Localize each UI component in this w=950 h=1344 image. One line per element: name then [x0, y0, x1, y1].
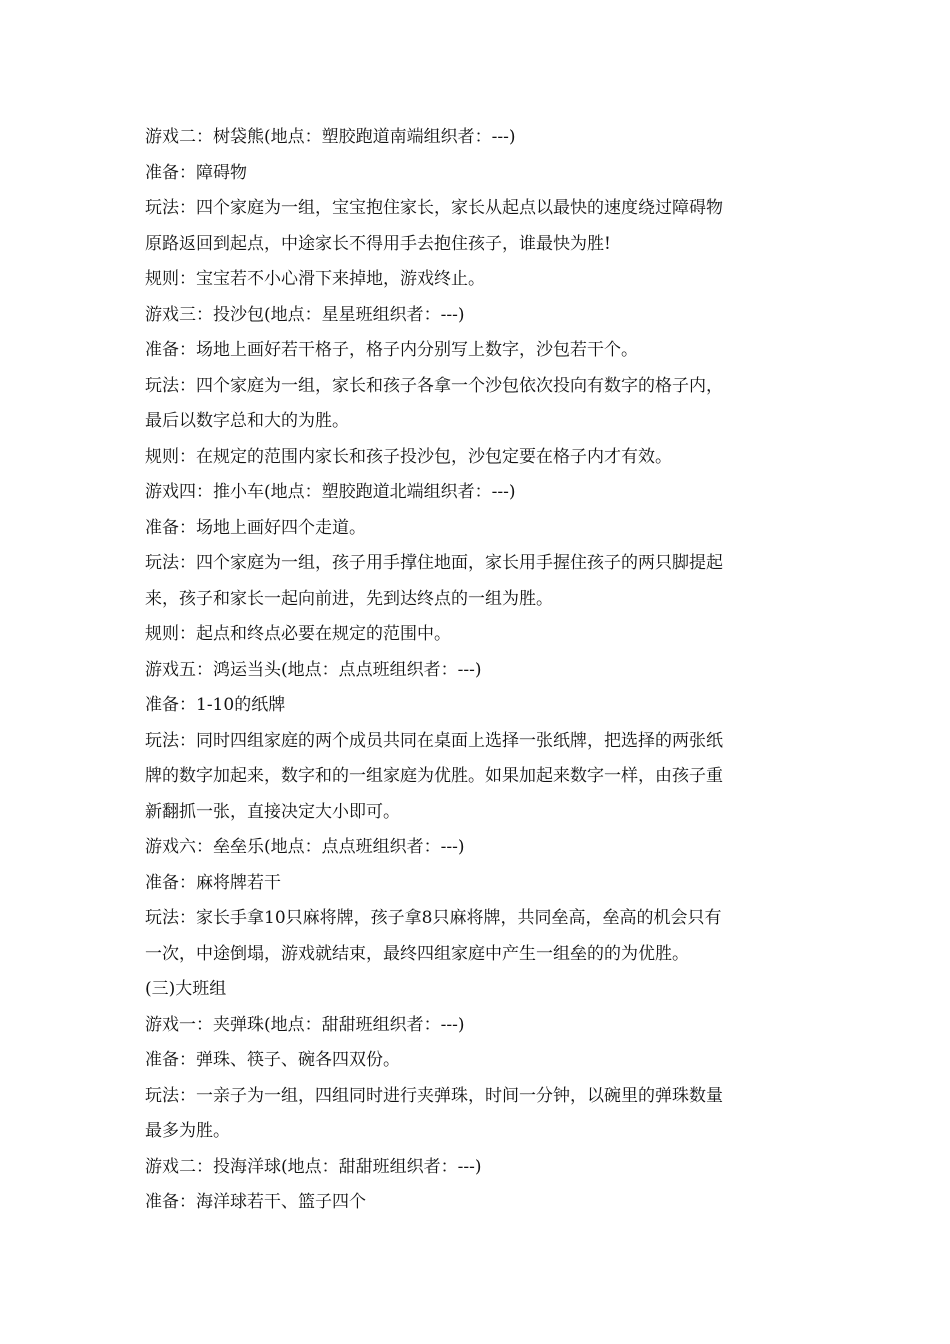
game-5-rules-line-2: 牌的数字加起来，数字和的一组家庭为优胜。如果加起来数字一样，由孩子重: [145, 766, 723, 786]
senior-game-1-title: 游戏一：夹弹珠(地点：甜甜班组织者：---): [145, 1014, 465, 1035]
game-3-regulation: 规则：在规定的范围内家长和孩子投沙包，沙包定要在格子内才有效。: [145, 446, 672, 467]
game-2-preparation: 准备：障碍物: [145, 162, 247, 183]
senior-game-2-title: 游戏二：投海洋球(地点：甜甜班组织者：---): [145, 1156, 482, 1177]
game-3-rules-line-2: 最后以数字总和大的为胜。: [145, 411, 349, 431]
game-2-regulation: 规则：宝宝若不小心滑下来掉地，游戏终止。: [145, 269, 485, 289]
game-5-title: 游戏五：鸿运当头(地点：点点班组织者：---): [145, 659, 482, 680]
senior-game-1-rules-line-1: 玩法：一亲子为一组，四组同时进行夹弹珠，时间一分钟，以碗里的弹珠数量: [145, 1085, 723, 1106]
senior-game-1-rules-line-2: 最多为胜。: [145, 1121, 230, 1141]
game-5-rules-line-1: 玩法：同时四组家庭的两个成员共同在桌面上选择一张纸牌，把选择的两张纸: [145, 730, 723, 751]
section-heading-senior-class: (三)大班组: [145, 979, 227, 999]
game-3-preparation: 准备：场地上画好若干格子，格子内分别写上数字，沙包若干个。: [145, 340, 638, 360]
game-3-rules-line-1: 玩法：四个家庭为一组，家长和孩子各拿一个沙包依次投向有数字的格子内，: [145, 375, 723, 396]
game-4-rules-line-2: 来，孩子和家长一起向前进，先到达终点的一组为胜。: [145, 588, 553, 609]
game-2-title: 游戏二：树袋熊(地点：塑胶跑道南端组织者：---): [145, 127, 516, 147]
game-2-rules-line-1: 玩法：四个家庭为一组，宝宝抱住家长，家长从起点以最快的速度绕过障碍物: [145, 198, 723, 218]
game-5-preparation: 准备：1-10的纸牌: [145, 695, 286, 715]
game-4-preparation: 准备：场地上画好四个走道。: [145, 517, 366, 538]
senior-game-2-preparation: 准备：海洋球若干、篮子四个: [145, 1192, 366, 1212]
senior-game-1-preparation: 准备：弹珠、筷子、碗各四双份。: [145, 1050, 400, 1070]
game-6-rules-line-2: 一次，中途倒塌，游戏就结束，最终四组家庭中产生一组垒的的为优胜。: [145, 943, 689, 964]
game-3-title: 游戏三：投沙包(地点：星星班组织者：---): [145, 304, 465, 325]
game-6-preparation: 准备：麻将牌若干: [145, 872, 281, 893]
game-4-regulation: 规则：起点和终点必要在规定的范围中。: [145, 624, 451, 644]
game-2-rules-line-2: 原路返回到起点，中途家长不得用手去抱住孩子，谁最快为胜!: [145, 233, 611, 254]
game-6-rules-line-1: 玩法：家长手拿10只麻将牌，孩子拿8只麻将牌，共同垒高，垒高的机会只有: [145, 908, 722, 928]
game-5-rules-line-3: 新翻抓一张，直接决定大小即可。: [145, 801, 400, 822]
game-4-rules-line-1: 玩法：四个家庭为一组，孩子用手撑住地面，家长用手握住孩子的两只脚提起: [145, 553, 723, 573]
document-body: [145, 120, 810, 1221]
game-4-title: 游戏四：推小车(地点：塑胶跑道北端组织者：---): [145, 482, 516, 502]
game-6-title: 游戏六：垒垒乐(地点：点点班组织者：---): [145, 837, 465, 857]
